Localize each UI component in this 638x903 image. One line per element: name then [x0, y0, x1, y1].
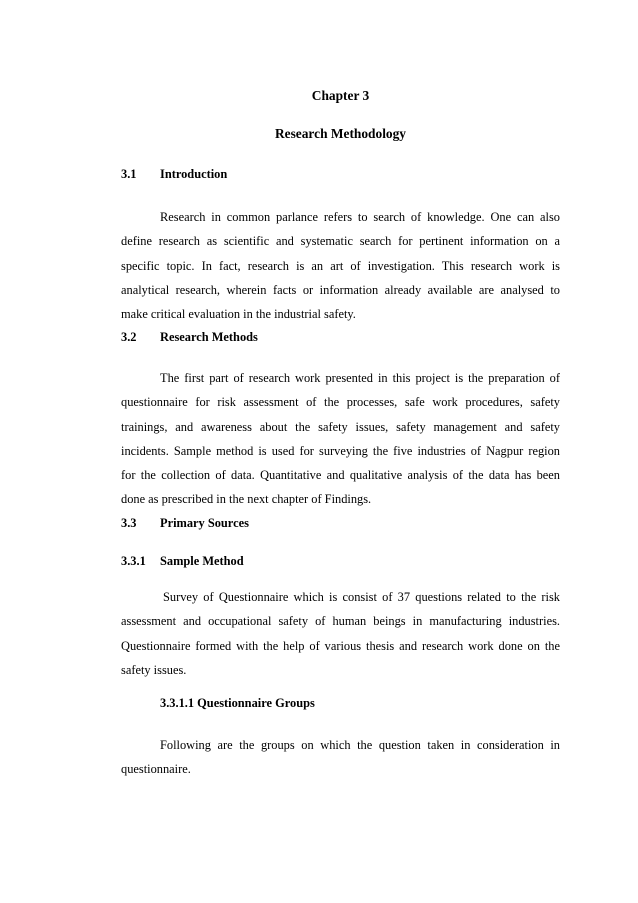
chapter-subtitle: Research Methodology	[274, 126, 407, 141]
section-heading-sample-method	[121, 554, 244, 569]
paragraph-line: incidents. Sample method is used for surveying the five industries of Nagpur region	[121, 443, 560, 458]
section-number: 3.3	[121, 516, 137, 530]
section-number: 3.1	[121, 167, 137, 181]
chapter-title: Chapter 3	[311, 88, 370, 103]
paragraph-line: Research in common parlance refers to search of knowledge. One can also	[160, 210, 560, 224]
section-number: 3.3.1	[121, 554, 146, 568]
questionnaire-groups-paragraph	[121, 733, 560, 782]
section-heading-primary-sources	[121, 516, 249, 531]
section-title: Research Methods	[160, 330, 258, 344]
section-title: Primary Sources	[160, 516, 249, 530]
paragraph-line: Questionnaire formed with the help of various thesis and research work done on the	[121, 638, 560, 653]
section-heading-research-methods	[121, 330, 258, 345]
section-title: Introduction	[160, 167, 228, 181]
introduction-paragraph	[121, 205, 560, 326]
paragraph-line: Survey of Questionnaire which is consist of 37 questions related to the risk	[163, 590, 560, 604]
section-heading-questionnaire-groups: 3.3.1.1 Questionnaire Groups	[160, 696, 315, 710]
paragraph-line: trainings, and awareness about the safety issues, safety management and safety	[121, 419, 560, 434]
paragraph-line: Following are the groups on which the question taken in consideration in	[160, 738, 560, 752]
paragraph-line: safety issues.	[121, 662, 187, 677]
section-title: Sample Method	[160, 554, 244, 568]
paragraph-line: specific topic. In fact, research is an art of investigation. This research work is	[121, 258, 560, 273]
paragraph-line: define research as scientific and systematic search for pertinent information on a	[121, 234, 560, 249]
sample-method-paragraph	[121, 585, 560, 682]
paragraph-line: done as prescribed in the next chapter of Findings.	[121, 492, 372, 507]
paragraph-line: questionnaire for risk assessment of the processes, safe work procedures, safety	[121, 395, 560, 410]
section-heading-introduction	[121, 167, 227, 182]
paragraph-line: assessment and occupational safety of human beings in manufacturing industries.	[121, 614, 560, 629]
section-number: 3.2	[121, 330, 137, 344]
paragraph-line: make critical evaluation in the industrial safety.	[121, 307, 356, 322]
paragraph-line: for the collection of data. Quantitative and qualitative analysis of the data has been	[121, 468, 560, 483]
research-methods-paragraph	[121, 366, 560, 512]
paragraph-line: analytical research, wherein facts or information already available are analysed to	[121, 282, 560, 297]
paragraph-line: questionnaire.	[121, 762, 191, 777]
paragraph-line: The first part of research work presented in this project is the preparation of	[160, 371, 560, 385]
